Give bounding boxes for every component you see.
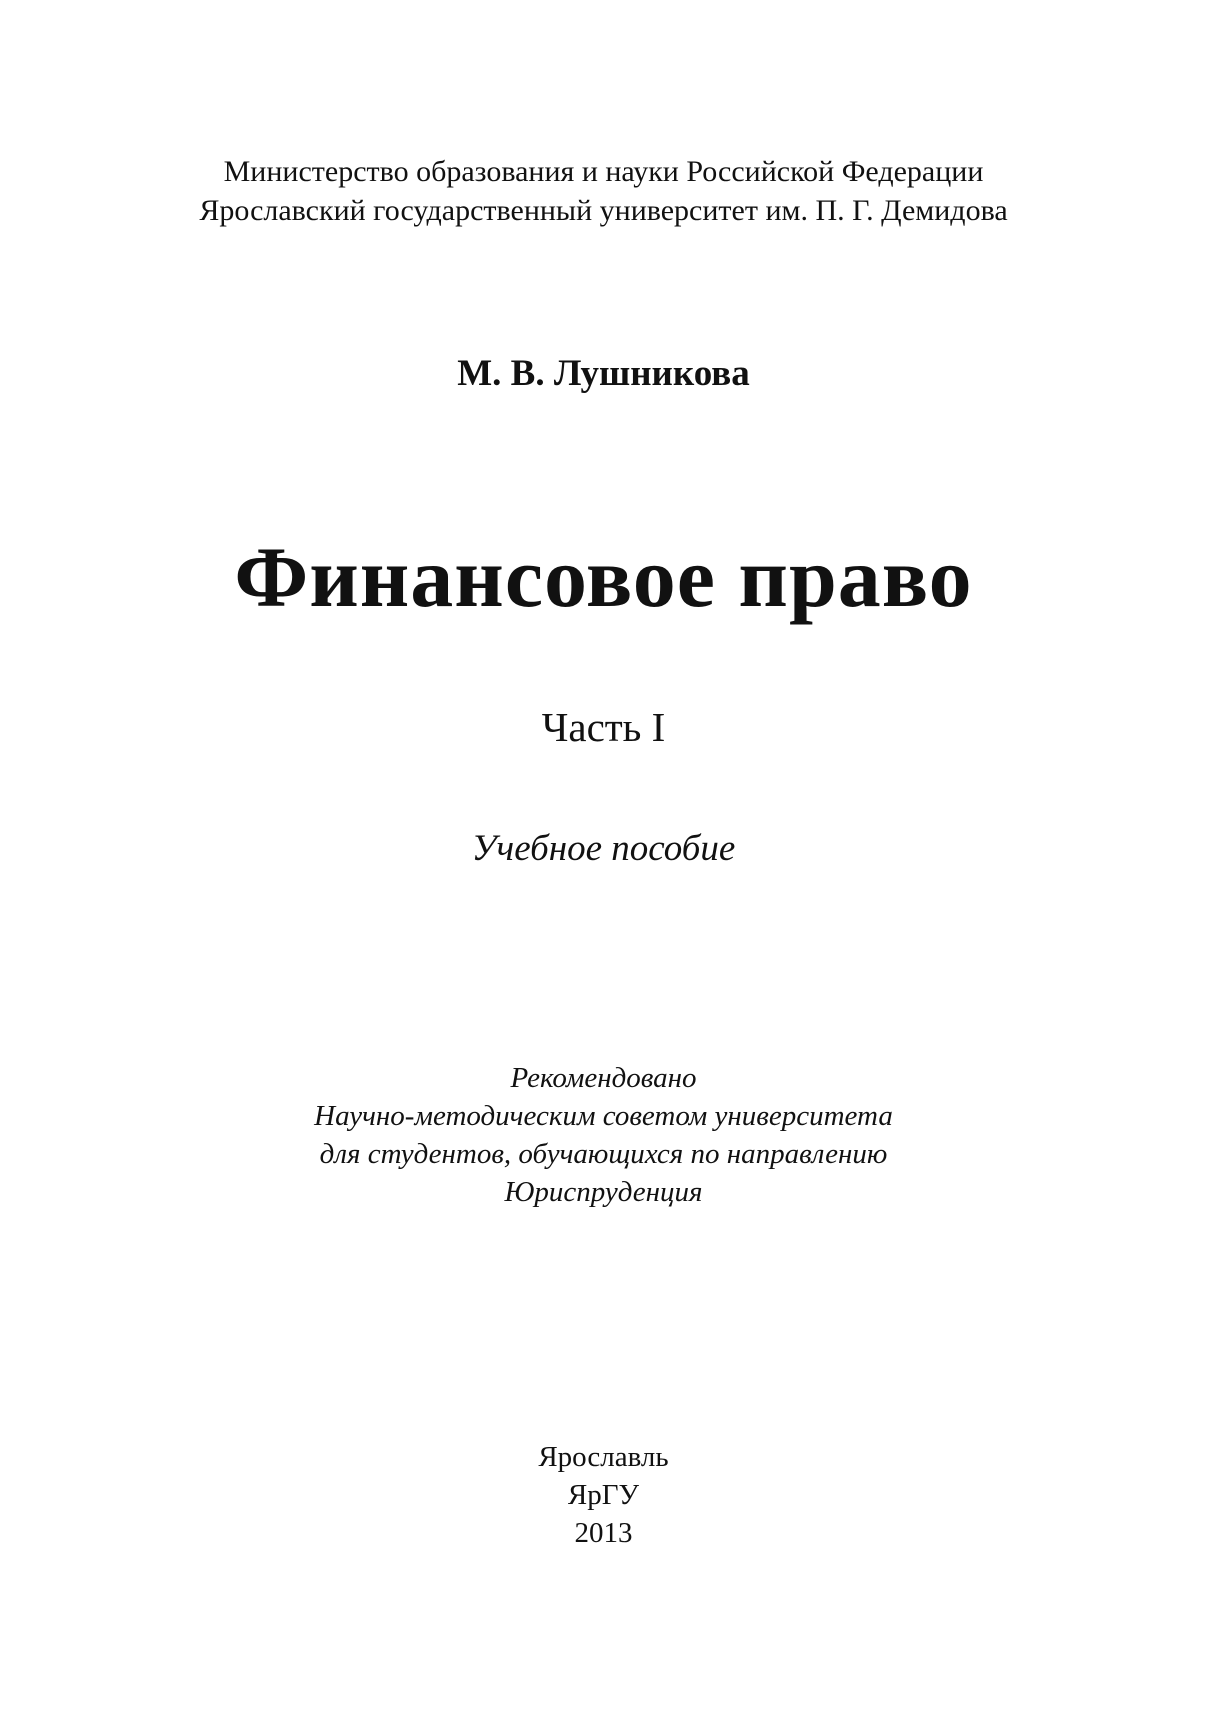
- imprint-year: 2013: [574, 1517, 633, 1549]
- imprint-publisher: ЯрГУ: [567, 1479, 640, 1511]
- recommendation-line: Научно-методическим советом университета: [314, 1100, 893, 1132]
- recommendation-line: для студентов, обучающихся по направлению: [319, 1138, 888, 1170]
- imprint-block: [0, 1438, 1207, 1552]
- recommendation-line: Юриспруденция: [504, 1176, 703, 1208]
- book-subtitle: Учебное пособие: [471, 828, 736, 869]
- author-name: М. В. Лушникова: [457, 353, 750, 394]
- university-line: Ярославский государственный университет им. П. Г. Демидова: [199, 194, 1008, 227]
- book-title: Финансовое право: [234, 529, 973, 625]
- imprint-city: Ярославль: [538, 1441, 669, 1473]
- ministry-line: Министерство образования и науки Российской Федерации: [223, 155, 984, 188]
- part-label: Часть I: [541, 704, 666, 750]
- institution-header: [0, 152, 1207, 230]
- recommendation-block: [0, 1059, 1207, 1211]
- recommendation-line: Рекомендовано: [510, 1062, 697, 1094]
